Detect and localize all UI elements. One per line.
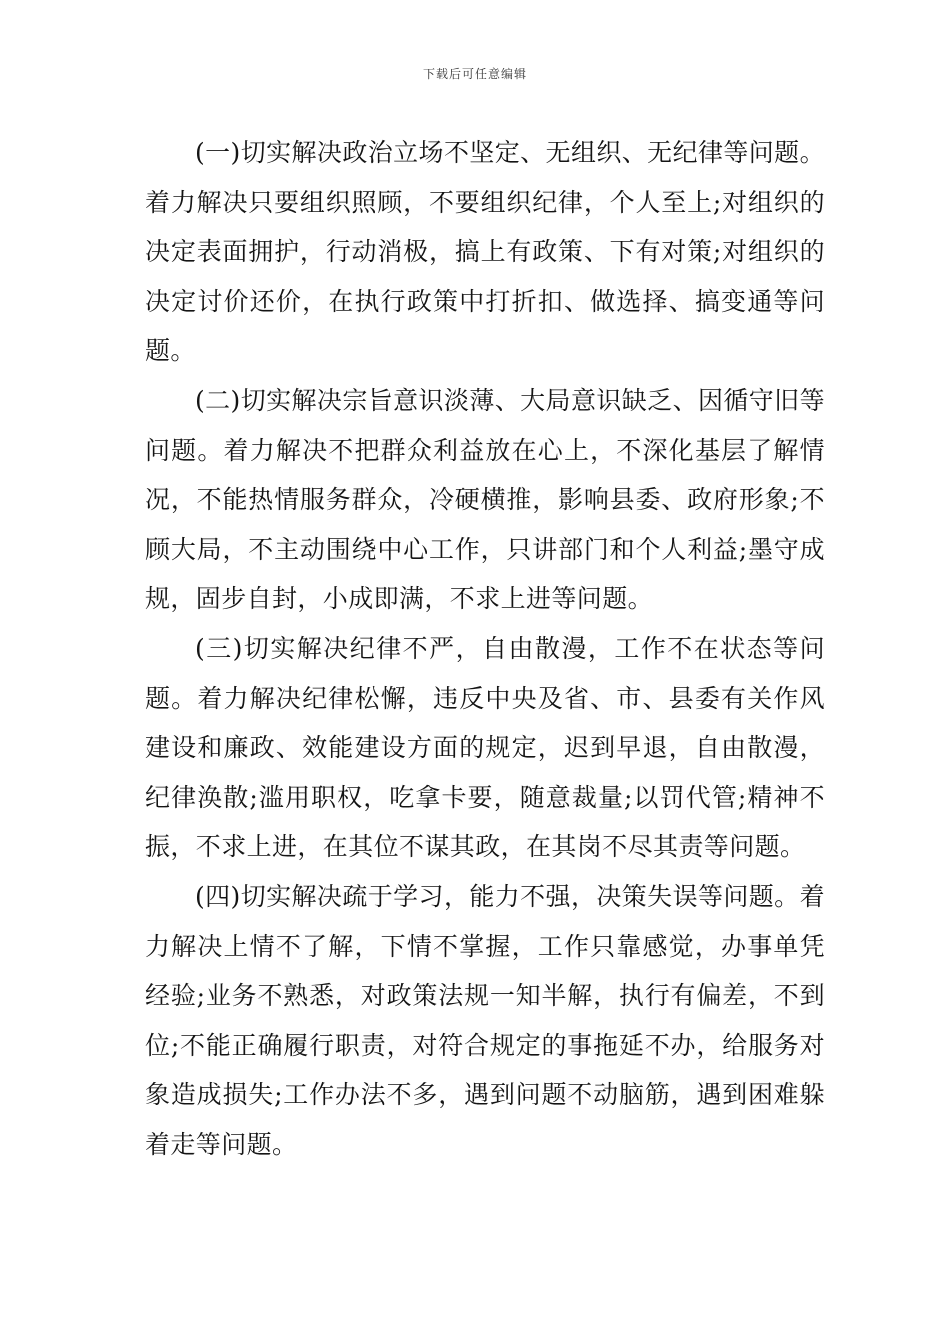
document-body — [145, 128, 825, 1169]
paragraph-2: (二)切实解决宗旨意识淡薄、大局意识缺乏、因循守旧等问题。着力解决不把群众利益放在心上，不深化基层了解情况，不能热情服务群众，冷硬横推，影响县委、政府形象;不顾大局，不主动围绕中心工作，只讲部门和个人利益;墨守成规，固步自封，小成即满，不求上进等问题。 — [145, 385, 825, 614]
header-note: 下载后可任意编辑 — [422, 67, 527, 81]
paragraph-3: (三)切实解决纪律不严，自由散漫，工作不在状态等问题。着力解决纪律松懈，违反中央及省、市、县委有关作风建设和廉政、效能建设方面的规定，迟到早退，自由散漫，纪律涣散;滥用职权，吃拿卡要，随意裁量;以罚代管;精神不振，不求上进，在其位不谋其政，在其岗不尽其责等问题。 — [145, 633, 825, 862]
paragraph-4: (四)切实解决疏于学习，能力不强，决策失误等问题。着力解决上情不了解，下情不掌握，工作只靠感觉，办事单凭经验;业务不熟悉，对政策法规一知半解，执行有偏差，不到位;不能正确履行职责，对符合规定的事拖延不办，给服务对象造成损失;工作办法不多，遇到问题不动脑筋，遇到困难躲着走等问题。 — [145, 881, 825, 1159]
paragraph-1: (一)切实解决政治立场不坚定、无组织、无纪律等问题。着力解决只要组织照顾，不要组织纪律，个人至上;对组织的决定表面拥护，行动消极，搞上有政策、下有对策;对组织的决定讨价还价，在执行政策中打折扣、做选择、搞变通等问题。 — [145, 138, 825, 366]
